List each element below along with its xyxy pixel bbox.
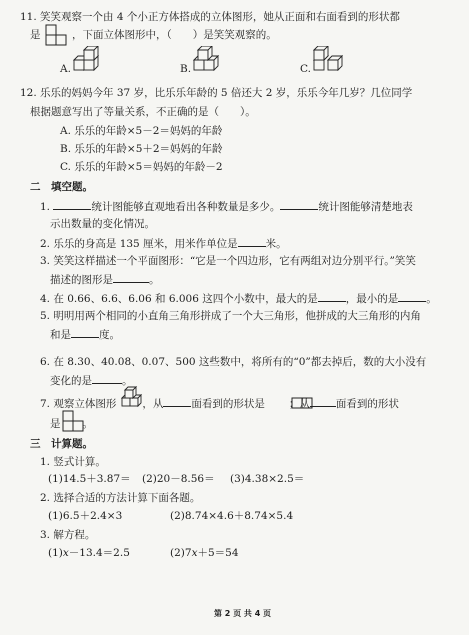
fill-3-line1: 3. 笑笑这样描述一个平面图形：“它是一个四边形，它有两组对边分别平行。”笑笑	[40, 255, 416, 267]
q12-line1: 12. 乐乐的妈妈今年 37 岁，比乐乐年龄的 5 倍还大 2 岁，乐乐今年几岁？几位同学	[20, 87, 413, 99]
section-2-title: 二 填空题。	[30, 181, 93, 193]
fill-2-blank[interactable]	[238, 236, 266, 247]
fill-4: 4. 在 0.66、6.6、6.06 和 6.006 这四个小数中，最大的是 ，最小的是 。	[40, 293, 437, 305]
fill-7-view-l-shape	[62, 410, 84, 432]
q11-option-b-cubes	[192, 46, 228, 76]
fill-1-blank-2[interactable]	[280, 199, 318, 210]
calc-2-title: 2. 选择合适的方法计算下面各题。	[40, 492, 201, 504]
q11-line2-a: 是	[30, 29, 41, 41]
calc-3-title: 3. 解方程。	[40, 529, 96, 541]
fill-1-line2: 示出数量的变化情况。	[50, 218, 155, 230]
fill-5-blank[interactable]	[71, 327, 99, 338]
calc-2-part-2: (2)8.74×4.6＋8.74×5.4	[170, 510, 294, 522]
q11-line1: 11. 笑笑观察一个由 4 个小正方体搭成的立体图形，她从正面和右面看到的形状都	[20, 11, 400, 23]
fill-6-line2: 变化的是 。	[50, 375, 133, 387]
fill-7-solid-figure	[121, 386, 145, 410]
q12-option-a: A. 乐乐的年龄×5－2＝妈妈的年龄	[60, 125, 223, 137]
q12-option-c: C. 乐乐的年龄×5＝妈妈的年龄－2	[60, 161, 223, 173]
calc-1-part-2: (2)20－8.56＝	[142, 473, 215, 485]
calc-1-title: 1. 竖式计算。	[40, 456, 106, 468]
page-footer: 第 2 页 共 4 页	[214, 609, 272, 618]
fill-5-line2: 和是 度。	[50, 329, 120, 341]
fill-3-blank[interactable]	[113, 272, 149, 283]
calc-3-part-2: (2)7x＋5＝54	[170, 547, 239, 559]
fill-5-line1: 5. 明明用两个相同的小直角三角形拼成了一个大三角形，他拼成的大三角形的内角	[40, 310, 421, 322]
q11-option-c-cubes	[312, 46, 348, 76]
calc-3-part-1: (1)x－13.4＝2.5	[48, 547, 130, 559]
q11-line2-b: ，下面立体图形中，（ ）是笑笑观察的。	[72, 29, 277, 41]
fill-6-line1: 6. 在 8.30、40.08、0.07、500 这些数中，将所有的“0”都去掉后，数的大小没有	[40, 356, 427, 368]
section-3-title: 三 计算题。	[30, 438, 93, 450]
q11-option-b-label: B.	[180, 63, 192, 75]
fill-6-blank[interactable]	[92, 373, 122, 384]
q11-option-a-label: A.	[60, 63, 71, 75]
fill-4-blank-2[interactable]	[398, 291, 426, 302]
fill-7-blank-1[interactable]	[163, 396, 191, 407]
calc-1-part-1: (1)14.5＋3.87＝	[48, 473, 131, 485]
fill-7-view-two-squares	[291, 397, 313, 409]
fill-7-line1: 7. 观察立体图形 ，从 面看到的形状是 ；从 面看到的形状	[40, 398, 399, 410]
fill-7-blank-2[interactable]	[310, 396, 336, 407]
fill-7-line2: 是 。	[50, 418, 93, 430]
fill-1-line1: 1. 统计图能够直观地看出各种数量是多少。 统计图能够清楚地表	[40, 201, 413, 213]
q12-option-b: B. 乐乐的年龄×5＋2＝妈妈的年龄	[60, 143, 223, 155]
q12-line2: 根据题意写出了等量关系，不正确的是（ ）。	[30, 106, 256, 118]
q11-option-a-cubes	[72, 46, 108, 76]
calc-2-part-1: (1)6.5＋2.4×3	[48, 510, 123, 522]
fill-3-line2: 描述的图形是 。	[50, 274, 160, 286]
fill-1-blank-1[interactable]	[53, 199, 91, 210]
fill-2: 2. 乐乐的身高是 135 厘米，用米作单位是 米。	[40, 238, 287, 250]
fill-4-blank-1[interactable]	[318, 291, 346, 302]
q11-option-c-label: C.	[300, 63, 311, 75]
q11-front-view-figure	[44, 24, 72, 46]
calc-1-part-3: (3)4.38×2.5＝	[230, 473, 305, 485]
